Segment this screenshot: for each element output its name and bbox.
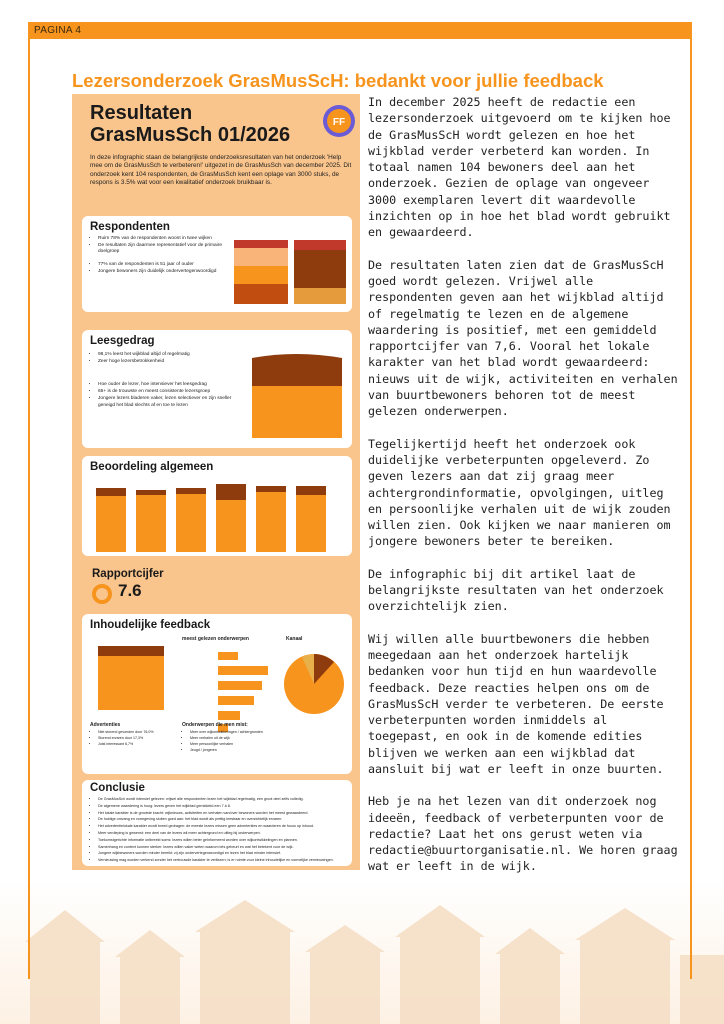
- bar-3: [176, 488, 206, 552]
- onderwerpen-mist-title: Onderwerpen die men mist:: [182, 722, 248, 728]
- article-paragraph: De resultaten laten zien dat de GrasMusScH goed wordt gelezen. Vrijwel alle respondenten geven aan het wijkblad altijd of regelmatig te lezen en de algemene waardering is positief, met een gemiddeld rapportcijfer van 7,6. Vooral het lokale karakter van het blad wordt gewaardeerd: nieuws uit de wijk, activiteiten en verhalen van buurtbewoners behoren tot de meest gelezen onderwerpen.: [368, 257, 678, 419]
- leesgedrag-bullets-a: • 98,1% leest het wijkblad altijd of regelmatig • Zeer hoge lezersbetrokkenheid: [90, 352, 238, 366]
- beoordeling-chart: [90, 476, 346, 554]
- svg-text:FF: FF: [332, 117, 346, 128]
- respondenten-charts: [232, 236, 348, 308]
- feedback-heading: Inhoudelijke feedback: [90, 619, 211, 631]
- bar-6: [296, 486, 326, 552]
- article-body: [368, 94, 684, 891]
- bar-2: [136, 490, 166, 552]
- article-paragraph: Wij willen alle buurtbewoners die hebben meegedaan aan het onderzoek hartelijk bedanken voor hun tijd en hun waardevolle feedback. Deze reacties helpen ons om de GrasMusScH verder te verbeteren. De eerste verbeterpunten worden inmiddels al toegepast, en ook in de komende edities blijven we werken aan een wijkblad dat aansluit bij wat er leeft in onze buurten.: [368, 631, 664, 776]
- rapportcijfer-label: Rapportcijfer: [92, 568, 164, 580]
- article-paragraph: Heb je na het lezen van dit onderzoek nog ideeën, feedback of verbeterpunten voor de redactie? Laat het ons gerust weten via redactie@buurtorganisatie.nl. We horen graag wat er leeft in de wijk.: [368, 794, 678, 874]
- onderwerpen-mist-list: • Meer over wijkontwikkelingen / achtergronden • Meer verhalen uit de wijk • Meer persoonlijke verhalen • Jeugd / jongeren: [182, 730, 280, 754]
- article-paragraph: Tegelijkertijd heeft het onderzoek ook duidelijke verbeterpunten opgeleverd. Zo geven lezers aan dat zij graag meer achtergrondinformatie, opvolgingen, uitleg en persoonlijke verhalen uit de wijk zouden willen zien. Ook kijken we naar manieren om jongere bewoners beter te bereiken.: [368, 436, 671, 549]
- rapportcijfer-ring-icon: [92, 584, 112, 604]
- leesgedrag-heading: Leesgedrag: [90, 335, 155, 347]
- leesgedrag-chart: [246, 338, 346, 442]
- meest-gelezen-chart: [178, 644, 274, 734]
- leesgedrag-bullets-b: • Hoe ouder de lezer, hoe intensiever het leesgedrag • 65+ is de trouwste en meest consistente lezersgroep • Jongere lezers bladeren vaker, lezen selectiever en zijn sneller geneigd het blad slechts af en toe te lezen: [90, 382, 238, 410]
- bar-4: [216, 484, 246, 552]
- respondenten-bullets: • Ruim 78% van de respondenten woont in twee wijken • De resultaten zijn daarmee representatief voor de primaire doelgroep • 77% van de respondenten is 51 jaar of ouder • Jongere bewoners zijn duidelijk ondervertegenwoordigd: [90, 236, 228, 276]
- conclusie-bullets: • De GrasMusSch wordt intensief gelezen: vrijwel alle respondenten lezen het wijkblad regelmatig, een groot deel zelfs volledig. • De algemene waardering is hoog: lezers geven het wijkblad gemiddeld een 7 à 8. • Het lokale karakter is de grootste kracht: wijknieuws, activiteiten en verhalen van/over bewoners worden het meest gewaardeerd. • De huidige omvang en vormgeving sluiten goed aan: het blad wordt als prettig leesbaar en overzichtelijk ervaren. • Het advertentielokale karakter wordt breed gedragen: de meeste lezers missen geen advertenties en waarderen de focus op inhoud. • Meer verdieping is gewenst: een deel van de lezers wil meer achtergrond en uitleg bij onderwerpen. • Toekomstgerichte informatie ontbreekt soms: lezers willen beter geïnformeerd worden over wijkontwikkelingen en plannen. • Samenhang en context kunnen sterker: lezers willen vaker weten waarom iets gebeurt en wat het betekent voor de wijk. • Jongere wijkbewoners worden minder bereikt: zij zijn ondervertegenwoordigd en lezen het blad minder intensief. • Vernieuwing mag worden verkend zonder het vertrouwde karakter te verliezen; is er ruimte voor kleine inhoudelijke en vormelijke vernieuwingen.: [90, 797, 352, 865]
- grasmussch-logo-icon: [322, 104, 356, 138]
- conclusie-heading: Conclusie: [90, 782, 145, 794]
- kanaal-title: Kanaal: [286, 636, 303, 642]
- infographic-title: Resultaten GrasMusSch 01/2026: [90, 102, 291, 146]
- conclusie-card: [82, 780, 352, 866]
- beoordeling-heading: Beoordeling algemeen: [90, 461, 214, 473]
- advertenties-title: Advertenties: [90, 722, 121, 728]
- page-number-tab: PAGINA 4: [28, 22, 692, 39]
- article-paragraph: De infographic bij dit artikel laat de belangrijkste resultaten van het onderzoek overzichtelijk zien.: [368, 566, 664, 614]
- respondenten-card: [82, 216, 352, 312]
- bar-5: [256, 486, 286, 552]
- feedback-card: [82, 614, 352, 774]
- beoordeling-card: [82, 456, 352, 556]
- kanaal-pie-chart: [278, 644, 348, 724]
- respondenten-heading: Respondenten: [90, 221, 170, 233]
- bar-1: [96, 488, 126, 552]
- article-paragraph: In december 2025 heeft de redactie een lezersonderzoek uitgevoerd om te kijken hoe de GrasMusScH wordt gelezen en hoe het wijkblad verder verbeterd kan worden. In totaal namen 104 bewoners deel aan het onderzoek. Gezien de oplage van ongeveer 3000 exemplaren levert dit waardevolle inzichten op in hoe het blad wordt gebruikt en gewaardeerd.: [368, 95, 671, 240]
- meest-gelezen-title: meest gelezen onderwerpen: [182, 636, 249, 642]
- article-headline: Lezersonderzoek GrasMusScH: bedankt voor jullie feedback: [72, 70, 604, 91]
- infographic: [72, 94, 360, 870]
- advertenties-chart: [90, 634, 170, 714]
- leesgedrag-card: [82, 330, 352, 448]
- infographic-intro: In deze infographic staan de belangrijkste onderzoeksresultaten van het onderzoek 'Help mee om de GrasMusSch te verbeteren!' uitgezet in de GrasMusSch van december 2025. Dit onderzoek kent 104 respondenten, de GrasMusSch kent een oplage van 3000 stuks, de respons is 3.5% wat voor een kwalitatief onderzoek bruikbaar is.: [90, 154, 352, 187]
- rapportcijfer-value: 7.6: [118, 581, 142, 600]
- advertenties-list: • Niet storend gevonden door 76,0% • Storend ervaren door 17,3% • Juist interessant 6,7%: [90, 730, 182, 748]
